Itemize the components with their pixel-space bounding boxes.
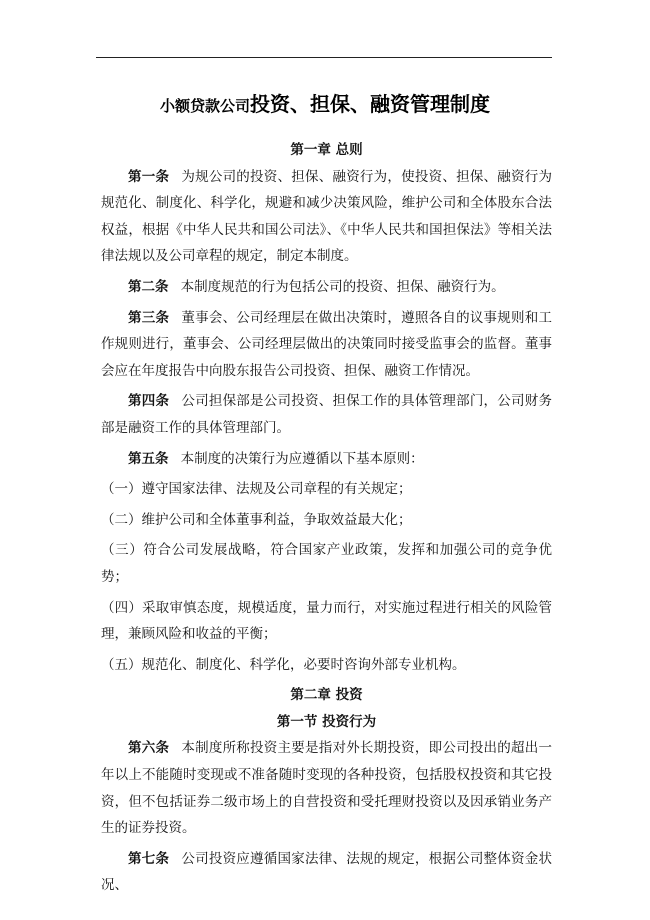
article-label: 第三条: [128, 309, 170, 326]
article-2: [101, 274, 552, 301]
chapter-1-heading: 第一章 总则: [290, 142, 363, 158]
principle-item: （二）维护公司和全体董事利益，争取效益最大化；: [101, 511, 412, 528]
article-label: 第七条: [128, 850, 170, 867]
article-label: 第五条: [128, 450, 169, 467]
principle-item: （三）符合公司发展战略，符合国家产业政策，发挥和加强公司的竞争优势；: [101, 542, 552, 585]
document-body: [101, 137, 552, 899]
article-label: 第二条: [128, 278, 169, 295]
article-label: 第六条: [128, 740, 170, 757]
header-rule: [96, 57, 552, 58]
article-text: 公司投资应遵循国家法律、法规的规定，根据公司整体资金状况、: [101, 850, 553, 894]
article-text: 为规公司的投资、担保、融资行为，使投资、担保、融资行为规范化、制度化、科学化，规避和减少决策风险，维护公司和全体股东合法权益，根据《中华人民共和国公司法》、《中华人民共和国担保法》等相关法律法规以及公司章程的规定，制定本制度。: [101, 168, 553, 265]
article-text: 本制度的决策行为应遵循以下基本原则：: [180, 450, 424, 467]
principle-item: （四）采取审慎态度，规模适度，量力而行，对实施过程进行相关的风险管理，兼顾风险和收益的平衡；: [101, 599, 552, 643]
article-text: 本制度规范的行为包括公司的投资、担保、融资行为。: [180, 278, 505, 295]
title-prefix: 小额贷款公司: [159, 97, 250, 115]
article-text: 董事会、公司经理层在做出决策时，遵照各自的议事规则和工作规则进行，董事会、公司经理层做出的决策同时接受监事会的监督。董事会应在年度报告中向股东报告公司投资、担保、融资工作情况。: [101, 309, 553, 379]
article-text: 公司担保部是公司投资、担保工作的具体管理部门，公司财务部是融资工作的具体管理部门。: [101, 393, 553, 436]
document-title: [0, 81, 650, 119]
article-label: 第四条: [128, 393, 170, 410]
chapter-2-heading: 第二章 投资: [290, 687, 363, 704]
article-4: [101, 388, 552, 441]
article-text: 本制度所称投资主要是指对外长期投资，即公司投出的超出一年以上不能随时变现或不准备随时变现的各种投资，包括股权投资和其它投资，但不包括证券二级市场上的自营投资和受托理财投资以及因承销业务产生的证券投资。: [101, 740, 553, 837]
article-1: [101, 164, 552, 270]
article-3: [101, 305, 552, 385]
article-5: [101, 446, 552, 473]
section-1-heading: 第一节 投资行为: [276, 713, 377, 730]
principle-item: （五）规范化、制度化、科学化，必要时咨询外部专业机构。: [101, 656, 466, 673]
article-6: [101, 735, 552, 841]
title-main: 投资、担保、融资管理制度: [250, 92, 490, 116]
article-label: 第一条: [128, 168, 170, 185]
principle-item: （一）遵守国家法律、法规及公司章程的有关规定；: [101, 481, 412, 498]
article-7: [101, 846, 552, 899]
